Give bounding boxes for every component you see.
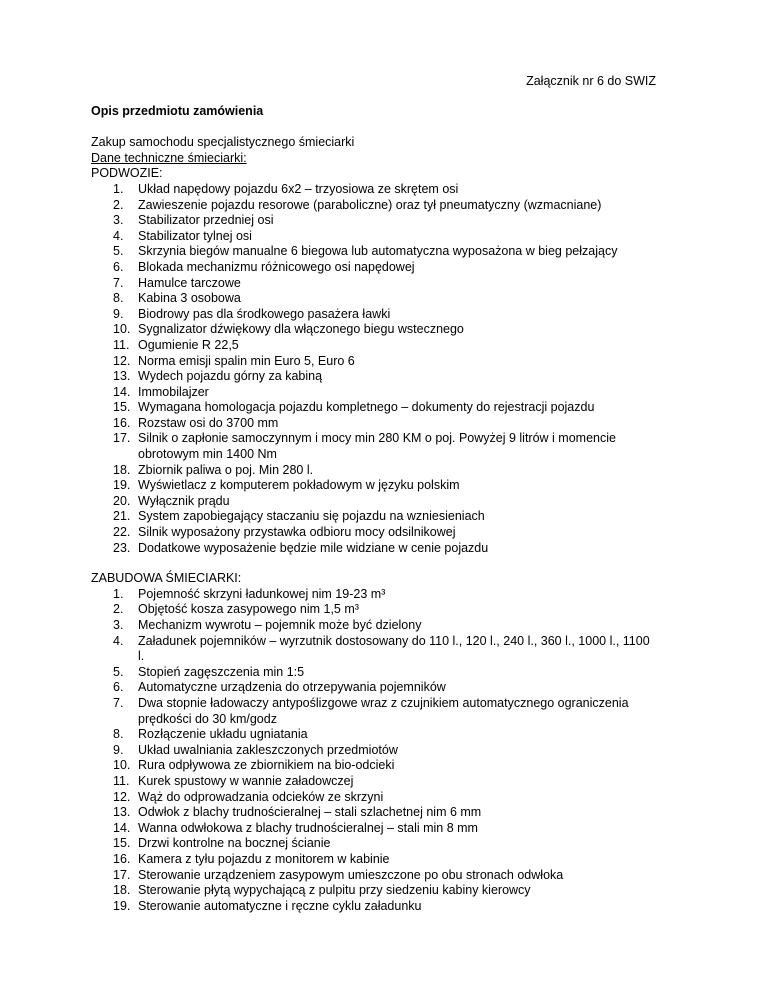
list-item: Automatyczne urządzenia do otrzepywania pojemników (138, 680, 446, 695)
list-item: Stabilizator tylnej osi (138, 228, 252, 243)
list-item: Biodrowy pas dla środkowego pasażera ławki (138, 306, 391, 321)
list-item: Hamulce tarczowe (138, 275, 241, 290)
list-item: Kamera z tyłu pojazdu z monitorem w kabinie (138, 851, 390, 866)
intro-block (91, 135, 656, 166)
list-item: Sterowanie automatyczne i ręczne cyklu załadunku (138, 898, 422, 913)
list-item: Ogumienie R 22,5 (138, 337, 239, 352)
list-item: Skrzynia biegów manualne 6 biegowa lub automatyczna wyposażona w bieg pełzający (138, 244, 618, 259)
list-item: Silnik wyposażony przystawka odbioru mocy odsilnikowej (138, 525, 456, 540)
list-item: Kabina 3 osobowa (138, 291, 241, 306)
list-item: Silnik o zapłonie samoczynnym i mocy min 280 KM o poj. Powyżej 9 litrów i momencie obrotowym min 1400 Nm (138, 431, 616, 462)
list-item: Blokada mechanizmu różnicowego osi napędowej (138, 259, 415, 274)
list-item: Pojemność skrzyni ładunkowej nim 19-23 m³ (138, 586, 386, 601)
list-item: Rura odpływowa ze zbiornikiem na bio-odcieki (138, 758, 395, 773)
section-spacer (91, 556, 656, 571)
list-item: Zawieszenie pojazdu resorowe (paraboliczne) oraz tył pneumatyczny (wzmacniane) (138, 197, 602, 212)
section-heading-podwozie: PODWOZIE: (91, 166, 163, 181)
list-item: Wyświetlacz z komputerem pokładowym w języku polskim (138, 478, 460, 493)
list-item: Mechanizm wywrotu – pojemnik może być dzielony (138, 618, 422, 632)
list-item: Kurek spustowy w wannie załadowczej (138, 773, 354, 788)
list-item: Norma emisji spalin min Euro 5, Euro 6 (138, 353, 355, 368)
list-item: Dodatkowe wyposażenie będzie mile widziane w cenie pojazdu (138, 540, 489, 555)
technical-data-label: Dane techniczne śmieciarki: (91, 150, 247, 165)
list-item: Stopień zagęszczenia min 1:5 (138, 664, 305, 679)
list-item: Drzwi kontrolne na bocznej ścianie (138, 836, 331, 851)
list-item: Wyłącznik prądu (138, 493, 230, 508)
spec-list-podwozie (91, 182, 656, 556)
list-item: Sterowanie urządzeniem zasypowym umieszczone po obu stronach odwłoka (138, 867, 564, 882)
list-item: Układ uwalniania zakleszczonych przedmiotów (138, 742, 398, 757)
list-item: Rozłączenie układu ugniatania (138, 727, 308, 742)
list-item: Wydech pojazdu górny za kabiną (138, 369, 323, 384)
document-title: Opis przedmiotu zamówienia (91, 103, 264, 118)
list-item: Zbiornik paliwa o poj. Min 280 l. (138, 462, 314, 477)
list-item: Odwłok z blachy trudnościeralnej – stali szlachetnej nim 6 mm (138, 805, 482, 820)
spec-list-zabudowa (91, 587, 656, 914)
attachment-annotation: Załącznik nr 6 do SWIZ (526, 74, 656, 88)
list-item: Immobilajzer (138, 384, 209, 399)
list-item: Rozstaw osi do 3700 mm (138, 415, 279, 430)
list-item: Układ napędowy pojazdu 6x2 – trzyosiowa ze skrętem osi (138, 181, 459, 196)
list-item: Sterowanie płytą wypychającą z pulpitu przy siedzeniu kabiny kierowcy (138, 883, 531, 898)
intro-line-subject: Zakup samochodu specjalistycznego śmieciarki (91, 135, 355, 150)
list-item: Wymagana homologacja pojazdu kompletnego – dokumenty do rejestracji pojazdu (138, 400, 595, 415)
list-item: Sygnalizator dźwiękowy dla włączonego biegu wstecznego (138, 322, 464, 337)
list-item: Wąż do odprowadzania odcieków ze skrzyni (138, 789, 384, 804)
list-item: Załadunek pojemników – wyrzutnik dostosowany do 110 l., 120 l., 240 l., 360 l., 1000 l., 1100 l. (138, 633, 650, 664)
list-item: Objętość kosza zasypowego nim 1,5 m³ (138, 602, 359, 617)
list-item: System zapobiegający staczaniu się pojazdu na wzniesieniach (138, 509, 485, 524)
list-item: Dwa stopnie ładowaczy antypoślizgowe wraz z czujnikiem automatycznego ograniczenia prędkości do 30 km/godz (138, 695, 629, 726)
section-heading-zabudowa: ZABUDOWA ŚMIECIARKI: (91, 571, 242, 586)
list-item: Wanna odwłokowa z blachy trudnościeralnej – stali min 8 mm (138, 820, 478, 835)
list-item: Stabilizator przedniej osi (138, 213, 274, 228)
